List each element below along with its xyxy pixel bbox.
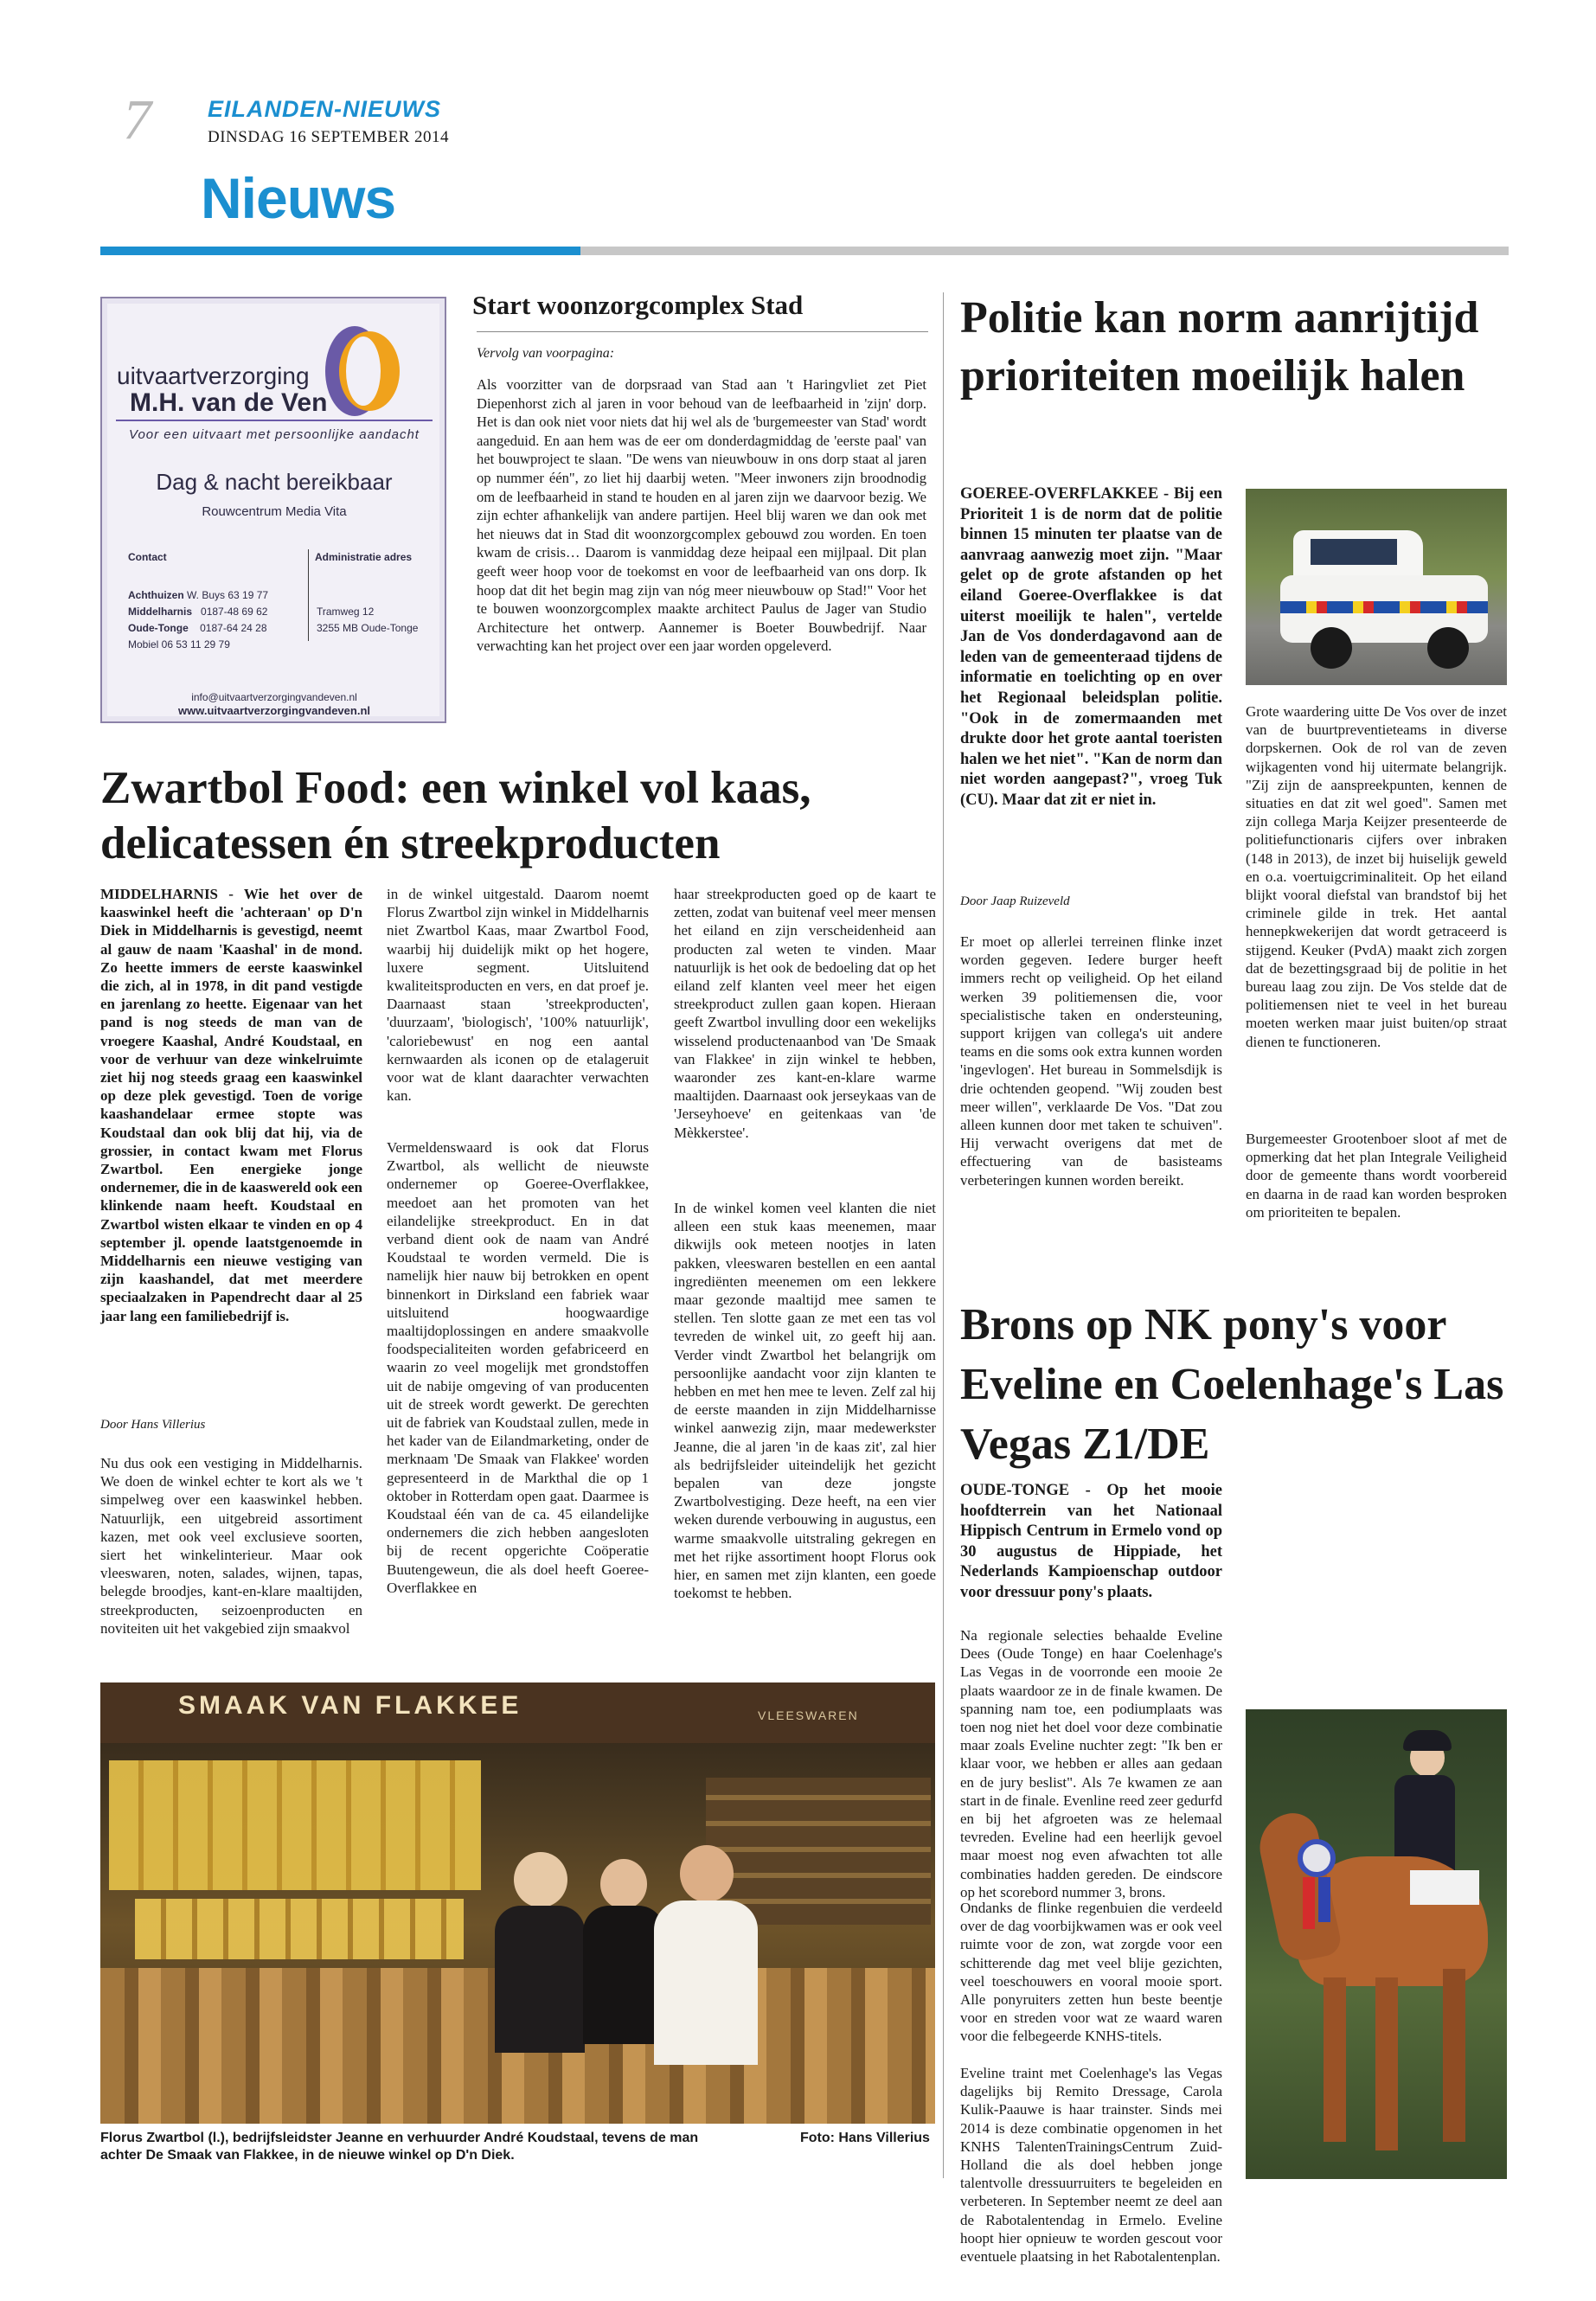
zwartbol-body-col3a: haar streekproducten goed op de kaart te zetten, zodat van buitenaf veel meer mensen het eiland en zijn verscheidenheid aan producten zal weten te vinden. Maar natuurlijk is het ook de bedoeling dat op het eiland zelf klanten veel meer het eigen streekproduct zullen gaan kopen. Hieraan geeft Zwartbol invulling door een wekelijks wisselend productenaanbod van 'De Smaak van Flakkee' in zijn winkel te hebben, waaronder zes kant-en-klare warme maaltijden. Daarnaast ook jerseykaas van de 'Jerseyhoeve' en geitenkaas van 'de Mèkkerstee'. [674,886,936,1141]
stad-kicker: Vervolg van voorpagina: [477,346,615,361]
zwartbol-byline: Door Hans Villerius [100,1418,206,1432]
police-car-photo [1246,489,1507,685]
politie-body3: Burgemeester Grootenboer sloot af met de opmerking dat het plan Integrale Veiligheid door de gemeente thans wordt voorbereid en daarna in de raad kan worden besproken om prioriteiten te bepalen. [1246,1131,1507,1221]
stad-rule [477,331,928,332]
brons-body3: Eveline traint met Coelenhage's las Vegas dagelijks bij Remito Dressage, Carola Kulik-Paauwe is haar trainster. Sinds mei 2014 is deze combinatie opgenomen in het KNHS TalentenTrainingsCentrum Zuid-Holland die als doel hebben jonge talentvolle dressuurruiters te begeleiden en verbeteren. In September neemt ze deel aan de Rabotalentendag in Ermelo. Eveline hoopt hier opnieuw te worden gescout voor eventuele plaatsing in het Rabotalentenplan. [960,2065,1222,2266]
section-title: Nieuws [201,166,396,230]
politie-byline: Door Jaap Ruizeveld [960,894,1070,908]
ad-availability: Dag & nacht bereikbaar [156,469,393,495]
photo-shelf-text: VLEESWAREN [758,1708,859,1722]
brons-headline: Brons op NK pony's voor Eveline en Coelenhage's Las Vegas Z1/DE [960,1300,1504,1469]
column-rule [943,292,944,2178]
politie-body1: Er moet op allerlei terreinen flinke inzet worden gegeven. Iedere burger heeft immers recht op veiligheid. Op het eiland werken 39 politiemensen die, voor specialistische taken en ondersteuning, support krijgen van collega's uit andere teams en die soms ook extra kunnen worden 'ingevlogen'. Het bureau in Sommelsdijk is drie ochtenden geopend. "Wij zouden best meer willen", verklaarde De Vos. "Dat zou alleen kunnen door met taken te schuiven". Hij verwacht overigens dat met de effectuering van de basisteams verbeteringen kunnen worden bereikt. [960,933,1222,1189]
ad-contact-title: Contact [128,551,167,563]
brons-lead: OUDE-TONGE - Op het mooie hoofdterrein van het Nationaal Hippisch Centrum in Ermelo vond op 30 augustus de Hippiade, het Nederlands Kampioenschap outdoor voor dressuur pony's plaats. [960,1482,1222,1601]
funeral-advertisement [100,297,446,723]
pony-rider-photo [1246,1709,1507,2179]
ad-line1: uitvaartverzorging [117,362,310,389]
zwartbol-body-col1: Nu dus ook een vestiging in Middelharnis. We doen de winkel echter te kort als we 't simpelweg over een kaaswinkel hebben. Natuurlijk, een uitgebreid assortiment kazen, met ook veel exclusieve soorten, siert het winkelinterieur. Maar ook vleeswaren, noten, salades, wijnen, tapas, belegde broodjes, kant-en-klare maaltijden, streekproducten, seizoenproducten en noviteiten uit het vakgebied zijn smaakvol [100,1455,362,1637]
ad-contact-row: Middelharnis 0187-48 69 62 [128,606,268,618]
ad-contact-row: Achthuizen W. Buys 63 19 77 [128,589,269,601]
masthead-logo: EILANDEN-NIEUWS [208,96,441,122]
ad-column-divider [308,549,309,641]
zwartbol-body-col3b: In de winkel komen veel klanten die niet alleen een stuk kaas meenemen, maar dikwijls ook meteen nootjes in laten pakken, vleeswaren bestellen en een aantal ingrediënten meenemen om een lekkere maar gezonde maaltijd mee samen te stellen. Ten slotte gaan ze met een tas vol tevreden de winkel uit, zo geeft hij aan. Verder vindt Zwartbol het belangrijk om persoonlijke aandacht voor zijn klanten te hebben en met hen mee te leven. Zelf zal hij de eerste maanden in zijn Middelharnisse winkel aanwezig zijn, maar medewerkster Jeanne, die al jaren 'in de kaas zit', zal hier als bedrijfsleider uiteindelijk het gezicht bepalen van deze jongste Zwartbolvestiging. Deze heeft, na een vier weken durende verbouwing in augustus, een warme smaakvolle uitstraling gekregen en met het rijke assortiment hoopt Florus ook hier, en samen met zijn klanten, een goede toekomst te hebben. [674,1200,936,1602]
brons-body1: Na regionale selecties behaalde Eveline Dees (Oude Tonge) en haar Coelenhage's Las Vegas in de voorronde een mooie 2e plaats waardoor ze in de finale kwamen. De spanning nam toe, een podiumplaats was toen nog niet het doel voor deze combinatie maar zoals Eveline nuchter zegt: "Ik ben er klaar voor, we hebben er alles aan gedaan en de jury beslist". Als 7e kwamen ze aan start in de finale. Evenline reed zeer gedurfd en bij het afgroeten was ze helemaal tevreden. Eveline had een heerlijk gevoel maar moest nog even afwachten tot alle combinaties hadden gereden. De eindscore op het scorebord nummer 3, brons. [960,1627,1222,1900]
ad-email: info@uitvaartverzorgingvandeven.nl [191,691,357,703]
crescent-logo-icon [325,326,400,416]
zwartbol-headline: Zwartbol Food: een winkel vol kaas, delicatessen én streekproducten [100,763,811,868]
page-number: 7 [123,88,151,151]
ad-contact-row: Oude-Tonge 0187-64 24 28 [128,622,267,634]
ad-rule [116,420,433,421]
politie-lead: GOEREE-OVERFLAKKEE - Bij een Prioriteit 1 is de norm dat de politie binnen 15 minuten ter plaatse van de aanvraag aanwezig moet zijn. "Maar gelet op de grote afstanden op het eiland Goeree-Overflakkee is dat uiterst moeilijk te halen", vertelde Jan de Vos donderdagavond aan de leden van de gemeenteraad tijdens de informatie en toelichting op en over het Regionaal beleidsplan politie. "Ook in de zomermaanden met drukte door het grote aantal toeristen halen we het niet". "Kan de norm dan niet worden aangepast?", vroeg Tuk (CU). Maar dat zit er niet in. [960,485,1222,809]
zwartbol-body-col2a: in de winkel uitgestald. Daarom noemt Florus Zwartbol zijn winkel in Middelharnis niet Zwartbol Kaas, maar Zwartbol Food, waarbij hij duidelijk mikt op het hogere, luxere segment. Uitsluitend kwaliteitsproducten en vers, en dat proef je. Daarnaast staan 'streekproducten', 'duurzaam', 'biologisch', '100% natuurlijk', 'caloriebewust' en nog een aantal kernwaarden als iconen op de etalageruit voor wat de klant daarachter verwachten kan. [387,886,649,1105]
ad-slogan: Voor een uitvaart met persoonlijke aandacht [129,427,420,442]
stad-body: Als voorzitter van de dorpsraad van Stad aan 't Haringvliet zet Piet Diepenhorst zich al jaren in voor behoud van de leefbaarheid in 'zijn' dorp. Het is dan ook niet voor niets dat hij wel als de 'burgemeester van Stad' wordt aangeduid. En aan hem was de eer om donderdagmiddag de 'eerste paal' van het bouwproject te slaan. "De wens van nieuwbouw in ons dorp staat al jaren op nummer één", zo liet hij daarbij weten. "Meer inwoners zijn broodnodig om de leefbaarheid in stand te houden en al jaren zijn we daarvoor bezig. We zijn echter afhankelijk van andere partijen. Heel blij waren we dan ook met het nieuws dat in Stad dit woonzorgcomplex gebouwd zou worden. En toen kwam de crisis… Daarom is vanmiddag deze heipaal een mijlpaal. Dit plan geeft weer hoop voor de toekomst en voor de leefbaarheid van ons dorp. Ik hoop dat dit het begin mag zijn van nóg meer nieuwbouw op Stad!" Voor het te bouwen woonzorgcomplex maakte architect Paulus de Jager van Studio Architecture het ontwerp. Aannemer is Boeter Bouwbedrijf. Naar verwachting kan het project over een jaar worden opgeleverd. [477,376,926,655]
stad-headline: Start woonzorgcomplex Stad [472,290,804,320]
section-divider [100,247,1509,255]
zwartbol-caption: Florus Zwartbol (l.), bedrijfsleidster Jeanne en verhuurder André Koudstaal, tevens de man achter De Smaak van Flakkee, in de nieuwe winkel op D'n Diek. [100,2131,699,2163]
ad-website: www.uitvaartverzorgingvandeven.nl [177,704,370,717]
ad-admin-city: 3255 MB Oude-Tonge [317,622,419,634]
ad-company-name: M.H. van de Ven [130,388,328,417]
politie-body2: Grote waardering uitte De Vos over de inzet van de buurtpreventieteams in diverse dorpskernen. Ook de rol van de zeven wijkagenten vond hij uitermate belangrijk. "Zij zijn de aanspreekpunten, kennen de situaties en dat zit wel goed". Samen met zijn collega Marja Keijzer presenteerde de politiefunctionaris cijfers over inbraken (148 in 2013), de inzet bij huiselijk geweld en o.a. voertuigcriminaliteit. Op het eiland blijkt vooral diefstal van brandstof bij het criminele gilde in trek. Het aantal hennepkwekerijen dat wordt getraceerd is stijgend. Keuker (PvdA) maakt zich zorgen dat de bezettingsgraad bij de politie in het bureau laag zou zijn. De Vos stelde dat de politiemensen niet te veel in het bureau moeten werken maar juist buiten/op straat dienen te functioneren. [1246,703,1507,1050]
zwartbol-lead: MIDDELHARNIS - Wie het over de kaaswinkel heeft die 'achteraan' op D'n Diek in Middelharnis is gevestigd, neemt al gauw de naam 'Kaashal' in de mond. Zo heette immers de eerste kaaswinkel die zich, al in 1978, in dit pand vestigde en jarenlang zo heette. Eigenaar van het pand is nog steeds de man van de vroegere Kaashal, André Koudstaal, en voor de verhuur van deze winkelruimte ziet hij nog steeds graag een kaaswinkel op deze plek gevestigd. Toen de vorige kaashandelaar ermee stopte was Koudstaal dan ook blij dat hij, via de grossier, in contact kwam met Florus Zwartbol. Een energieke jonge ondernemer, die in de kaaswereld ook een klinkende naam heeft. Koudstaal en Zwartbol wisten elkaar te vinden en op 4 september jl. opende laatstgenoemde in Middelharnis een nieuwe vestiging van zijn kaashandel, dat met meerdere speciaalzaken in Papendrecht daar al 25 jaar lang een familiebedrijf is. [100,886,362,1324]
ad-mobile: Mobiel 06 53 11 29 79 [128,638,230,651]
ad-center: Rouwcentrum Media Vita [202,504,347,519]
photo-sign-text: SMAAK VAN FLAKKEE [178,1691,522,1720]
ad-admin-title: Administratie adres [315,551,413,563]
zwartbol-shop-photo [100,1682,935,2124]
zwartbol-photo-credit: Foto: Hans Villerius [800,2131,930,2145]
politie-headline: Politie kan norm aanrijtijd prioriteiten moeilijk halen [960,293,1479,401]
zwartbol-body-col2b: Vermeldenswaard is ook dat Florus Zwartbol, als wellicht de nieuwste ondernemer op Goeree-Overflakkee, meedoet aan het promoten van het eilandelijke streekproduct. En in dat verband dient ook de naam van André Koudstaal te worden vermeld. Die is namelijk hier nauw bij betrokken en opent binnenkort in Dirksland een fabriek waar uitsluitend hoogwaardige maaltijdoplossingen en andere smaakvolle foodspecialiteiten worden gefabriceerd en waarin zo veel mogelijk met grondstoffen uit de nabije omgeving of van producenten uit de streek wordt gewerkt. De gerechten uit de fabriek van Koudstaal zullen, mede in het kader van de Eilandmarketing, onder de merknaam 'De Smaak van Flakkee' worden gepresenteerd in de Markthal die op 1 oktober in Rotterdam open gaat. Daarmee is Koudstaal één van de ca. 45 eilandelijke ondernemers die zich hebben aangesloten bij de recent opgerichte Coöperatie Buutengeweun, die als doel heeft Goeree-Overflakkee en [387,1139,649,1596]
brons-body2: Ondanks de flinke regenbuien die verdeeld over de dag voorbijkwamen was er ook veel ruimte voor de zon, wat zorgde voor een schitterende dag met veel blije gezichten, veel toeschouwers en vooral mooie sport. Alle ponyruiters zetten hun beste beentje voor en streden voor wat ze waard waren voor die felbegeerde KNHS-titels. [960,1900,1222,2045]
issue-date: DINSDAG 16 SEPTEMBER 2014 [208,128,450,146]
ad-admin-street: Tramweg 12 [317,606,375,618]
